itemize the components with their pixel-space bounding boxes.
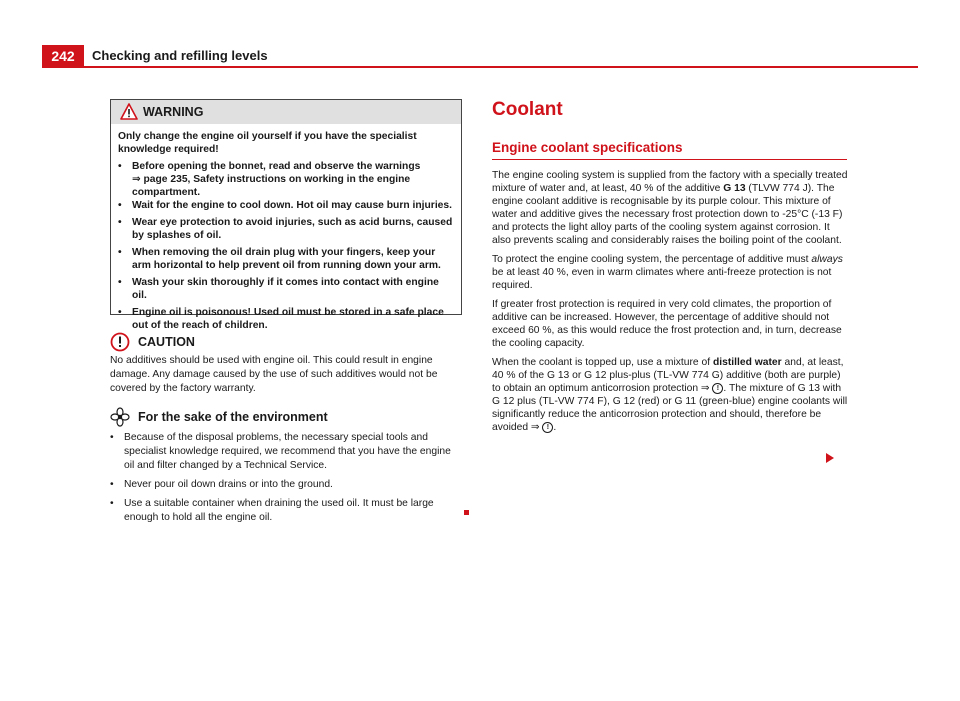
- warning-header: [111, 100, 461, 124]
- environment-item: • Use a suitable container when draining the used oil. It must be large enough to hold all the engine oil.: [110, 498, 434, 523]
- coolant-subtitle: Engine coolant specifications: [492, 140, 683, 155]
- warning-item-text: Before opening the bonnet, read and observe the warnings: [132, 161, 421, 172]
- warning-item: • When removing the oil drain plug with your fingers, keep your arm horizontal to help prevent oil from running down your arm.: [118, 247, 441, 271]
- paragraph: When the coolant is topped up, use a mixture of distilled water and, at least, 40 % of the G 13 or G 12 plus-plus (TL-VW 774 G) additive (both are purple) to obtain an optimum anticorrosion protection ⇒ ! . The mixture of G 13 with G 12 plus (TL-VW 774 F), G 12 (red) or G 11 (green-blue) engine coolants will significantly reduce the anticorrosion protection and should, therefore be avoided ⇒ ! .: [492, 357, 848, 433]
- warning-title: WARNING: [143, 105, 204, 119]
- caution-title: CAUTION: [138, 335, 195, 349]
- caution-icon: [110, 332, 130, 352]
- subtitle-rule: [492, 159, 847, 160]
- section-end-marker: [464, 510, 469, 515]
- warning-box: [110, 99, 462, 331]
- warning-item: • Wait for the engine to cool down. Hot oil may cause burn injuries.: [118, 200, 452, 211]
- caution-section: [110, 330, 462, 396]
- environment-item: • Because of the disposal problems, the necessary special tools and specialist knowledge required, we recommend that you have the engine oil and filter changed by a Technical Service.: [110, 432, 451, 471]
- warning-item: • Wash your skin thoroughly if it comes into contact with engine oil.: [118, 277, 439, 301]
- page-link[interactable]: ⇒ page 235, Safety instructions on working in the engine compartment.: [132, 174, 411, 198]
- environment-item: • Never pour oil down drains or into the ground.: [110, 479, 333, 490]
- page-number: 242: [42, 45, 84, 67]
- paragraph: To protect the engine cooling system, the percentage of additive must always be at least 40 %, even in warm climates where anti-freeze protection is not required.: [492, 254, 843, 291]
- paragraph: If greater frost protection is required in very cold climates, the proportion of additive can be increased. However, the percentage of additive should not exceed 60 %, as this would reduce the frost protection and, in turn, decrease the cooling capacity.: [492, 299, 842, 349]
- continue-arrow-icon: [826, 453, 834, 463]
- coolant-body: [492, 169, 848, 440]
- caution-header: [110, 330, 462, 354]
- warning-item: • Wear eye protection to avoid injuries, such as acid burns, caused by splashes of oil.: [118, 217, 453, 241]
- paragraph: The engine cooling system is supplied from the factory with a specially treated mixture of water and, at least, 40 % of the additive G 13 (TLVW 774 J). The engine coolant additive is recognisable by its purple colour. This mixture of water and additive gives the necessary frost protection down to -25°C (-13 F) and protects the light alloy parts of the cooling system against corrosion. It also prevents scaling and considerably raises the boiling point of the coolant.: [492, 170, 848, 246]
- warning-triangle-icon: [120, 103, 138, 120]
- flower-environment-icon: [110, 407, 130, 427]
- section-title: Checking and refilling levels: [92, 48, 268, 63]
- caution-ref-icon[interactable]: !: [712, 383, 723, 394]
- coolant-title: Coolant: [492, 99, 563, 120]
- warning-body: [111, 124, 461, 332]
- environment-title: For the sake of the environment: [138, 410, 328, 424]
- warning-item: • Before opening the bonnet, read and observe the warnings ⇒ page 235, Safety instructions on working in the engine compartment.: [118, 161, 421, 198]
- caution-ref-icon[interactable]: !: [542, 422, 553, 433]
- caution-body: No additives should be used with engine oil. This could result in engine damage. Any damage caused by the use of such additives would not be covered by the factory warranty.: [110, 355, 438, 394]
- environment-section: [110, 406, 462, 530]
- warning-item: • Engine oil is poisonous! Used oil must be stored in a safe place out of the reach of children.: [118, 307, 444, 331]
- header-rule: [42, 66, 918, 68]
- warning-intro: Only change the engine oil yourself if you have the specialist knowledge required!: [118, 131, 417, 155]
- environment-header: [110, 406, 462, 428]
